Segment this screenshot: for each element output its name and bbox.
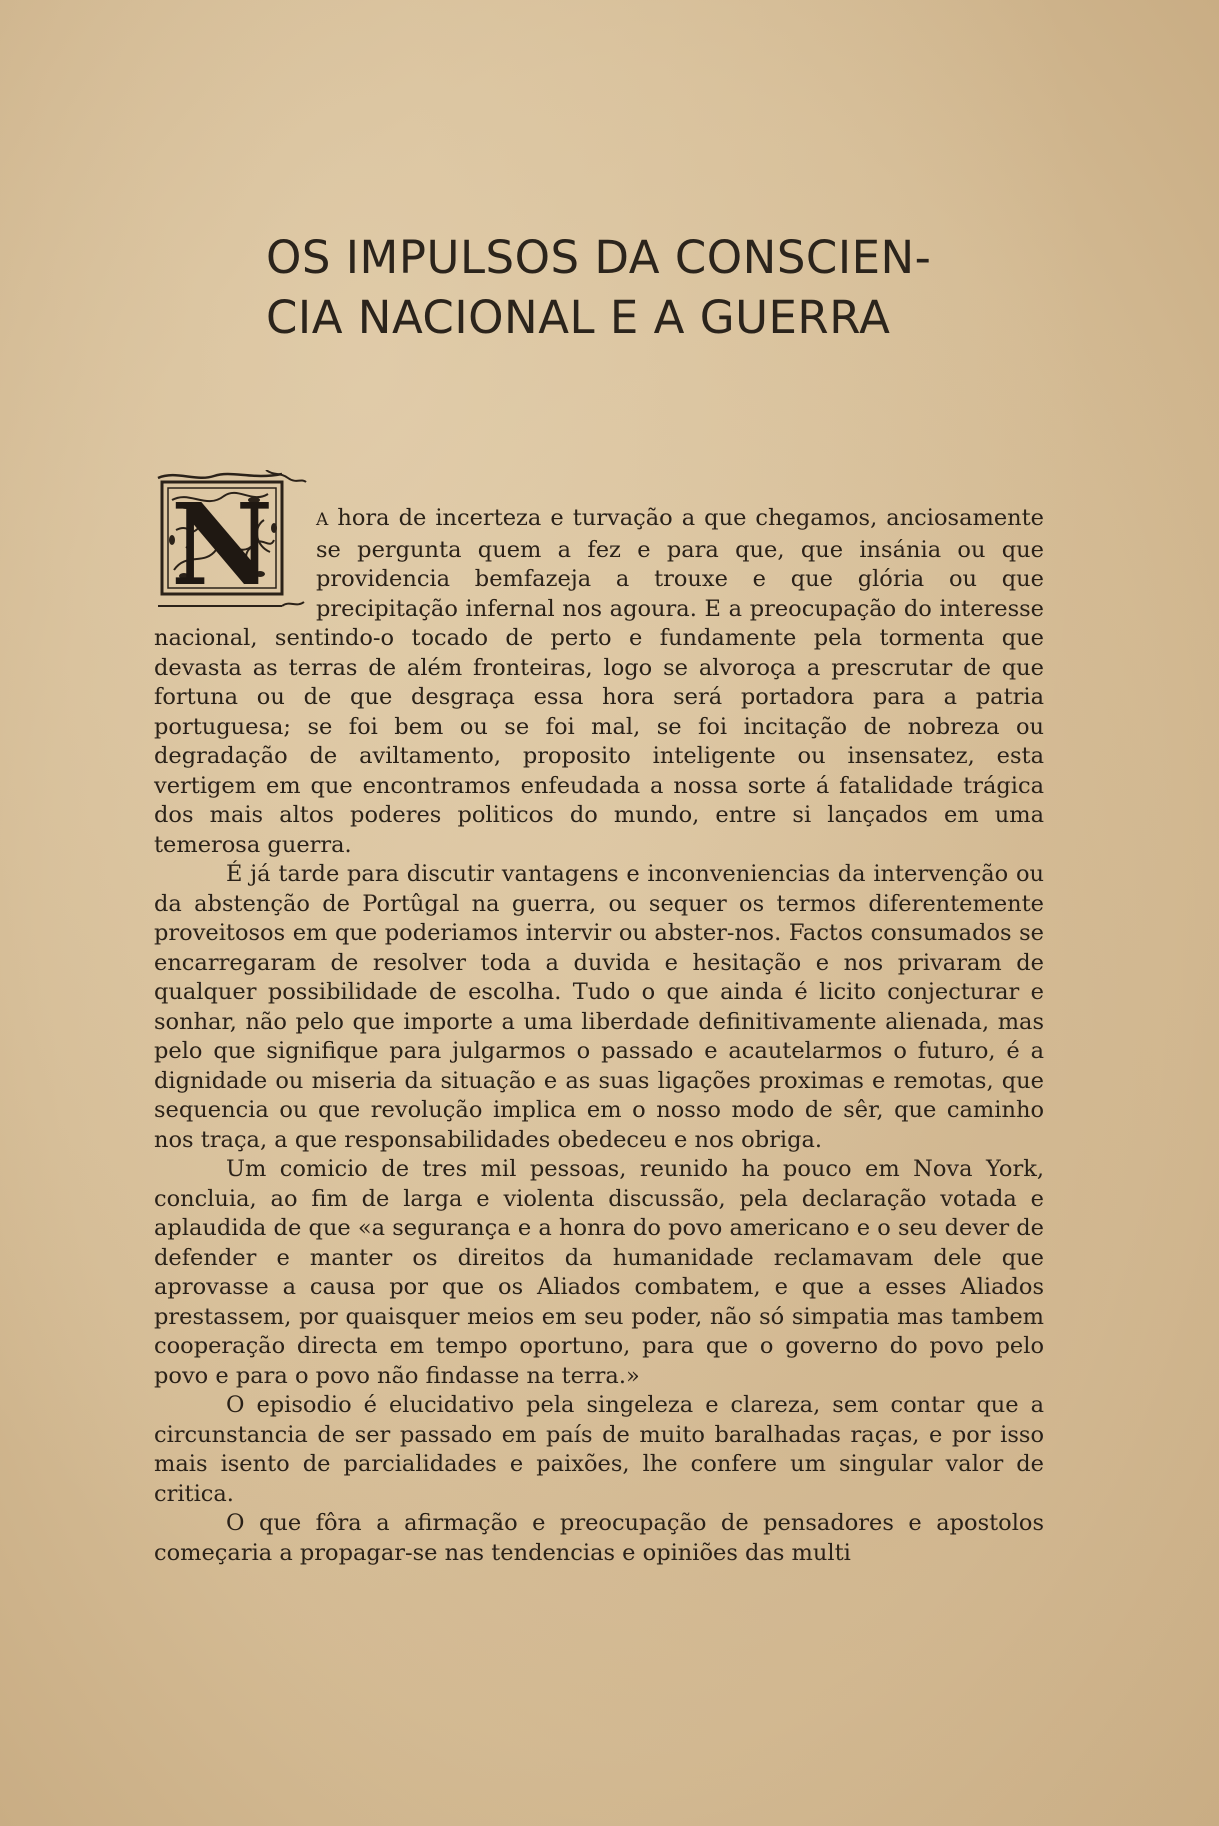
paragraph-3: Um comicio de tres mil pessoas, reunido ha pouco em Nova York, concluia, ao fim de larga e violenta discussão, pela declaração votada e aplaudida de que «a segurança e a honra do povo americano e o seu dever de defender e manter os direitos da humanidade reclamavam dele que aprovasse a causa por que os Aliados combatem, e que a esses Aliados prestassem, por quaisquer meios em seu poder, não só simpatia mas tambem cooperação directa em tempo oportuno, para que o governo do povo pelo povo e para o povo não findasse na terra.» xyxy=(154,1156,1044,1389)
paragraph-1 xyxy=(154,480,1044,860)
paragraph-4: O episodio é elucidativo pela singeleza e clareza, sem contar que a circunstancia de ser passado em país de muito baralhadas raças, e por isso mais isento de parcialidades e paixões, lhe confere um singular valor de critica. xyxy=(154,1392,1044,1507)
ornamental-initial-icon xyxy=(156,470,308,620)
title-line-1: OS IMPULSOS DA CONSCIEN- xyxy=(266,231,932,284)
paragraph-5: O que fôra a afirmação e preocupação de pensadores e apostolos começaria a propagar-se nas tendencias e opiniões das multi xyxy=(154,1510,1044,1566)
body-text xyxy=(154,480,1044,1568)
page-title xyxy=(266,228,1066,348)
paragraph-2: É já tarde para discutir vantagens e inconveniencias da intervenção ou da abstenção de Portûgal na guerra, ou sequer os termos diferentemente proveitosos em que poderiamos intervir ou abster-nos. Factos consumados se encarregaram de resolver toda a duvida e hesitação e nos privaram de qualquer possibilidade de escolha. Tudo o que ainda é licito conjecturar e sonhar, não pelo que importe a uma liberdade definitivamente alienada, mas pelo que signifique para julgarmos o passado e acautelarmos o futuro, é a dignidade ou miseria da situação e as suas ligações proximas e remotas, que sequencia ou que revolução implica em o nosso modo de sêr, que caminho nos traça, a que responsabilidades obedeceu e nos obriga. xyxy=(154,861,1044,1153)
title-line-2: CIA NACIONAL E A GUERRA xyxy=(266,291,891,344)
drop-cap-letter: N xyxy=(170,480,274,611)
paragraph-1-text: hora de incerteza e turvação a que chegamos, anciosamente se pergunta quem a fez e para que, que insánia ou que providencia bemfazeja a trouxe e que glória ou que precipitação infernal nos agoura. E a preocupação do interesse nacional, sentindo-o tocado de perto e fundamente pela tormenta que devasta as terras de além fronteiras, logo se alvoroça a prescrutar de que fortuna ou de que desgraça essa hora será portadora para a patria portuguesa; se foi bem ou se foi mal, se foi incitação de nobreza ou degradação de aviltamento, proposito inteligente ou insensatez, esta vertigem em que encontramos enfeudada a nossa sorte á fatalidade trágica dos mais altos poderes politicos do mundo, entre si lançados em uma temerosa guerra. xyxy=(154,505,1044,858)
paragraph-1-lead: A xyxy=(316,510,329,530)
